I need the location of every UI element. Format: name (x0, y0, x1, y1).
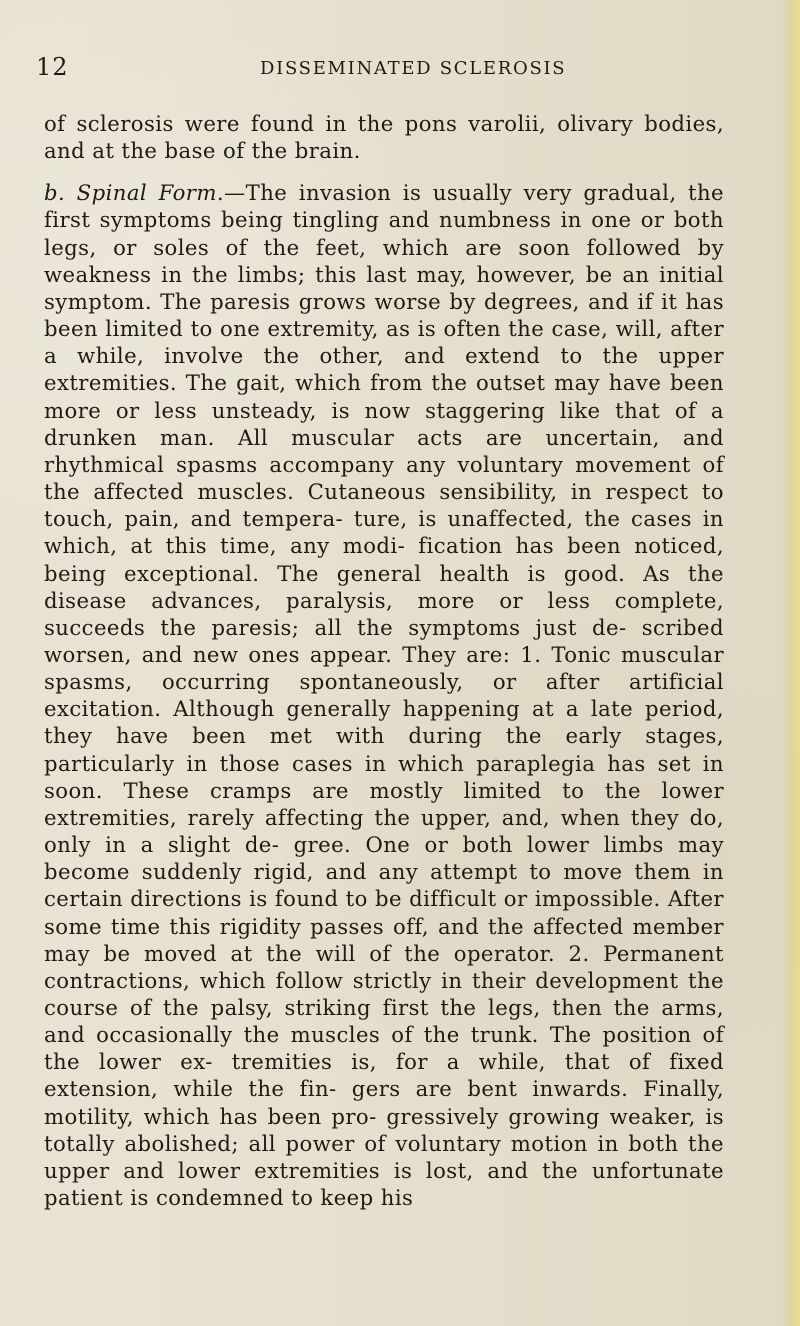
section-marker: b. Spinal Form. (44, 180, 225, 206)
paragraph-spacing (44, 164, 724, 179)
page-edge (782, 0, 800, 1326)
intro-paragraph: of sclerosis were found in the pons varolii, olivary bodies, and at the base of the brain. (44, 111, 724, 164)
main-text (44, 110, 724, 1211)
spinal-form-paragraph (44, 179, 724, 1211)
page-header (36, 52, 726, 88)
page-number: 12 (36, 53, 69, 81)
running-head: DISSEMINATED SCLEROSIS (260, 58, 567, 79)
section-body: —The invasion is usually very gradual, the first symptoms being tingling and numbness in one or both legs, or soles of the feet, which are soon followed by weakness in the limbs; this last may, however, be an initial symptom. The paresis grows worse by degrees, and if it has been limited to one extremity, as is often the case, will, after a while, involve the other, and extend to the upper extremities. The gait, which from the outset may have been more or less unsteady, is now staggering like that of a drunken man. All muscular acts are uncertain, and rhythmical spasms accompany any voluntary movement of the affected muscles. Cutaneous sensibility, in respect to touch, pain, and tempera- ture, is unaffected, the cases in which, at this time, any modi- fication has been noticed, being exceptional. The general health is good. As the disease advances, paralysis, more or less complete, succeeds the paresis; all the symptoms just de- scribed worsen, and new ones appear. They are: 1. Tonic muscular spasms, occurring spontaneously, or after artificial excitation. Although generally happening at a late period, they have been met with during the early stages, particularly in those cases in which paraplegia has set in soon. These cramps are mostly limited to the lower extremities, rarely affecting the upper, and, when they do, only in a slight de- gree. One or both lower limbs may become suddenly rigid, and any attempt to move them in certain directions is found to be difficult or impossible. After some time this rigidity passes off, and the affected member may be moved at the will of the operator. 2. Permanent contractions, which follow strictly in their development the course of the palsy, striking first the legs, then the arms, and occasionally the muscles of the trunk. The position of the lower ex- tremities is, for a while, that of fixed extension, while the fin- gers are bent inwards. Finally, motility, which has been pro- gressively growing weaker, is totally abolished; all power of voluntary motion in both the upper and lower extremities is lost, and the unfortunate patient is condemned to keep his (44, 180, 724, 1211)
